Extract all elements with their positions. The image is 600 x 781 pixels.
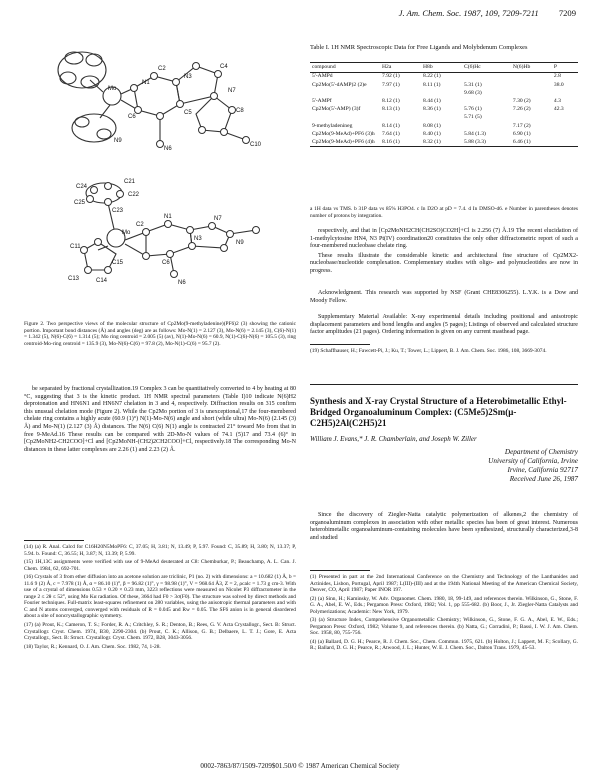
right-body	[310, 228, 578, 278]
table-cell	[462, 122, 511, 130]
column-header: N(6)Hb	[511, 63, 552, 73]
table-cell: 9-methyladenineg	[312, 122, 353, 129]
table-cell	[310, 114, 380, 122]
table-cell: 7.30 (2)	[512, 97, 531, 104]
atom-label: C5	[184, 110, 192, 116]
table-cell	[552, 122, 578, 130]
table-cell: 5.76 (1)	[464, 106, 482, 113]
table-cell: 8.40 (1)	[423, 130, 441, 137]
supplementary-text: Supplementary Material Available: X-ray experimental details including positional and anisotropic displacement parameters and bond lengths and angles (5 pages); Listings of observed and calculated structure factor amplitudes (21 pages). Ordering information is given on any current masthead page.	[310, 314, 578, 336]
running-header	[399, 8, 576, 18]
footnote-divider	[24, 540, 84, 541]
table-cell	[380, 114, 421, 122]
table-row	[310, 114, 578, 122]
atom-label: N3	[184, 74, 192, 80]
atom-label: N6	[178, 280, 186, 286]
table-cell: 8.44 (1)	[423, 97, 441, 104]
left-footnotes	[24, 544, 296, 652]
atom-label: Mo	[122, 230, 131, 236]
atom-label: C25	[74, 200, 86, 206]
atom-label: N3	[194, 236, 202, 242]
atom-label: C2	[158, 66, 166, 72]
right-footnote	[310, 348, 578, 357]
atom-label: N7	[214, 216, 222, 222]
table-cell	[421, 114, 462, 122]
column-header: C(6)Hc	[462, 63, 511, 73]
body-paragraph: These results illustrate the considerable kinetic and architectural fine structure of Cp2MX2-nucleobase/nucleotide complexation. Complementary studies with oligo- and polynucleotides are now in progress.	[310, 252, 578, 274]
table-cell: 7.97 (1)	[382, 81, 400, 88]
footnote-divider	[310, 570, 370, 571]
table-cell: 8.13 (1)	[382, 106, 400, 113]
affiliation-line: Received June 26, 1987	[509, 475, 578, 483]
table-cell: 9.68 (3)	[464, 89, 482, 96]
table-row	[310, 89, 578, 97]
table-cell: 4.3	[553, 97, 561, 104]
affiliation-line: Department of Chemistry	[504, 448, 578, 456]
atom-label: C24	[76, 184, 88, 190]
footnote: (15) 1H,13C assignments were verified with use of 9-MeAd deuterated at C8: Chemburkar, P.; Beauchamp, A. L. Can. J. Chem. 1984, 62, 692-701.	[24, 559, 296, 572]
table-cell: 6.90 (1)	[512, 130, 531, 137]
affiliation-line: Irvine, California 92717	[507, 466, 578, 474]
acknowledgment-text: Acknowledgment. This research was supported by NSF (Grant CHE8306255). L.Y.K. is a Dow and Moody Fellow.	[310, 290, 578, 304]
table-cell: Cp2Mo(9-MeAd)+PF6 (4)h	[310, 138, 380, 147]
atom-label: C23	[112, 208, 124, 214]
article-authors: William J. Evans,* J. R. Chamberlain, and Joseph W. Ziller	[310, 435, 477, 443]
table-row	[310, 130, 578, 138]
table-cell: 7.92 (1)	[382, 73, 400, 80]
column-header: P	[552, 63, 578, 73]
column-header: compound	[310, 63, 380, 73]
atom-label: C22	[128, 192, 140, 198]
page-number: 7209	[558, 8, 576, 18]
table-row	[310, 97, 578, 105]
table-cell	[462, 97, 511, 105]
page-footer: 0002-7863/87/1509-7209$01.50/0 © 1987 American Chemical Society	[200, 762, 400, 770]
table-cell: 8.16 (1)	[380, 138, 421, 147]
table-cell	[310, 89, 380, 97]
footnote: (17) (a) Prout, K.; Cameron, T. S.; Forder, R. A.; Critchley, S. R.; Denton, B.; Rees, G. V. Acta Crystallogr., Sect. B: Struct. Crystallogr. Cryst. Chem. 1974, B30, 2290-2304. (b) Prout, C. K.; Allison, G. B.; Delbaere, L. T. J.; Gore, E. Acta Crystallogr., Sect. B: Struct. Crystallogr. Cryst. Chem. 1972, B28, 3043-3056.	[24, 622, 296, 642]
table-cell: 5.88 (3.3)	[462, 138, 511, 147]
table-cell: 8.14 (1)	[382, 122, 400, 129]
atom-label: C4	[220, 64, 228, 70]
atom-label: C2	[136, 222, 144, 228]
table-cell: 8.12 (1)	[382, 97, 400, 104]
atom-label: N7	[228, 88, 236, 94]
table-cell: 8.32 (1)	[421, 138, 462, 147]
footnote: (1) Presented in part at the 2nd International Conference on the Chemistry and Technology of the Lanthanides and Actinides, Lisbon, Portugal, April 1987; L(III)-(III) and at the 194th National Meeting of the American Chemical Society, Denver, CO, April 1987; Paper INOR 197.	[310, 574, 578, 594]
atom-label: N9	[114, 138, 122, 144]
table-cell	[552, 138, 578, 147]
footnote: (3) (a) Structure Index, Comprehensive Organometallic Chemistry; Wilkinson, G., Stone, F. G. A., Abel, E. W., Eds.; Pergamon Press: Oxford, 1982; Volume 9, and references therein. (b) Natta, G.; Corradini, P.; Bassi, I. W. J. Am. Chem. Soc. 1958, 80, 755-756.	[310, 617, 578, 637]
footnote: (19) Schaffhauser, H.; Fawcett-Pi, J.; Ku, T.; Tower, L.; Lippert, B. J. Am. Chem. Soc. 1986, 108, 3669-3074.	[310, 348, 547, 354]
table-cell: 7.17 (2)	[512, 122, 531, 129]
affiliation-line: University of California, Irvine	[488, 457, 578, 465]
table-row	[310, 105, 578, 113]
table-cell: 7.26 (2)	[512, 106, 531, 113]
atom-label: C6	[128, 114, 136, 120]
article-footnotes	[310, 574, 578, 654]
table-cell	[511, 72, 552, 81]
atom-label: C13	[68, 276, 80, 282]
table-cell	[380, 89, 421, 97]
footnote: (4) (a) Ballard, D. G. H.; Pearce, R. J. Chem. Soc., Chem. Commun. 1975, 621. (b) Holton, J.; Lappert, M. F.; Scollary, G. R.; Ballard, D. G. H.; Pearce, R.; Atwood, J. L.; Hunter, W. E. J. Chem. Soc., Dalton Trans. 1979, 45-53.	[310, 638, 578, 652]
table-cell: 5'-AMPd	[312, 73, 333, 80]
atom-label: C14	[96, 278, 108, 284]
atom-label: C10	[250, 142, 262, 148]
table-cell: 7.64 (1)	[382, 130, 400, 137]
table-title: Table I. 1H NMR Spectroscopic Data for Free Ligands and Molybdenum Complexes	[310, 44, 528, 51]
atom-label: C6	[162, 260, 170, 266]
table-cell	[462, 72, 511, 81]
figure-2	[24, 18, 296, 318]
table-row	[310, 122, 578, 130]
table-row	[310, 72, 578, 81]
table-cell	[511, 89, 552, 97]
table-cell: 6.46 (1)	[511, 138, 552, 147]
footnote-divider	[310, 344, 370, 345]
table-cell: 8.22 (1)	[423, 73, 441, 80]
atom-label: Mo	[108, 86, 117, 92]
column-header: H2a	[380, 63, 421, 73]
atom-label: C21	[124, 179, 136, 185]
figure-caption: Figure 2. Two perspective views of the molecular structure of Cp2Mo(9-methyladenine)(PF6)2 (3) showing the cationic portion. Important bond distances (Å) and angles (deg) are as follows: Mo-N(1) = 2.127 (3), Mo-N(6) = 2.145 (3), C(6)-N(1) = 1.342 (5), N(6)-C(6) = 1.314 (5); Mo ring centroid = 2.005 (5) (av), N(1)-Mo-N(6) = 60.9, N(1)-C(6)-N(6) = 105.5 (3), ring centroid-Mo-ring centroid = 135.9 (3), Mo-N(6)-C(6) = 97.8 (2), Mo-N(1)-C(6) = 95.7 (2).	[24, 321, 296, 347]
column-header: H8b	[421, 63, 462, 73]
table-cell	[511, 114, 552, 122]
left-body	[24, 386, 296, 456]
body-paragraph: be separated by fractional crystallization.19 Complex 3 can be quantitatively converted to 4 by heating at 80 °C, suggesting that 3 is the kinetic product. 1H NMR spectral parameters (Table I)10 indicate N(6)H2 deprotonation and HN6N1 and HN6N7 chelation in 3 and 4, respectively. Diffraction results on 315 confirm this unusual chelation mode (Figure 2). While the Cp2Mo portion of 3 is unexceptional,17 the four-membered chelate ring contains a highly acute (60.9 (1)°) N(1)-Mo-N(6) angle and short (while ultra) Mo-N(6) (2.145 (3) Å) and Mo-N(1) (2.127 (3) Å) distances. The N(6) C(6) N(1) angle is contracted 21° toward Mo from that in free 9-MeAd.16 These results can be compared with 2D-Mo-N values of 74.1 (5)17 and 73.4 (6)° in [Cp2MoNH2-CH2COO]+Cl and [Cp2MoNH-(CH2)2CH2COO]+Cl, respectively.18 The corresponding Mo-N distances in these latter complexes are 2.26 (1) and 2.23 (2) Å.	[24, 386, 296, 453]
table-cell	[552, 130, 578, 138]
table-cell: Cp2Mo(5'-dAMP)2 (2)e	[312, 81, 367, 88]
table-cell: 38.0	[553, 81, 564, 88]
footnote: (14) (a) R. Anal. Calcd for C16H20N5MoPF6: C, 37.05; H, 3.81; N, 13.49; P, 5.97. Found: C, 35.89; H, 3.80; N, 13.37; P, 5.94. b. Found: C, 36.55; H, 3.87; N, 13.39; P, 5.99.	[24, 544, 296, 557]
table-cell	[421, 89, 462, 97]
table-cell: 5.84 (1.3)	[464, 130, 486, 137]
atom-label: C11	[70, 244, 81, 250]
table-cell: 2.8	[553, 73, 561, 80]
table-cell: 5.71 (5)	[464, 114, 482, 121]
table-cell: 8.11 (1)	[423, 81, 441, 88]
footnote: (16) Crystals of 3 from ether diffusion into an acetone solution are triclinic, P1 (no. 2) with dimensions: a = 10.682 (1) Å, b = 11.6 9 (2) Å, c = 7.978 (1) Å, α = 86.10 (1)°, β = 96.82 (1)°, γ = 98.98 (1)°, V = 968.64 Å3, Z = 2, ρcalc = 1.73 g cm-3. With use of a crystal of dimensions 0.53 × 0.20 × 0.23 mm, 3223 reflections were measured on Nicolet P3 diffractometer in the range 2 ≤ 2θ ≤ 52°, using Mo Kα radiation. Of these, 3664 had F0 > 3σ(F0). The structure was solved by direct methods and Fourier techniques. Full-matrix least-squares refinement on 280 variables, using the anisotropic thermal parameters and with C and N atoms converged, converged with residuals of R = 0.045 and Rw = 0.05. The SF6 anion is in general disordered about a site of noncrystallographic symmetry.	[24, 574, 296, 620]
table-cell	[511, 81, 552, 89]
body-paragraph: respectively, and that in [Cp2MoNH2CH(CH2SO)CO2H]+Cl is 2.256 (7) Å.19 The recent elucidation of 1-methylcytosine HN4, N3 Pt(IV) coordination20 constitutes the only other diffractometric report of such a four-membered nucleobase chelate ring.	[310, 228, 578, 250]
table-row	[310, 81, 578, 89]
article-divider	[310, 384, 578, 385]
table-row	[310, 138, 578, 147]
table-cell: Cp2Mo(5'-AMP) (3)f	[312, 106, 361, 113]
table-cell: 8.08 (1)	[423, 122, 441, 129]
journal-citation: J. Am. Chem. Soc. 1987, 109, 7209-7211	[398, 8, 539, 18]
article-body	[310, 512, 578, 544]
table-cell	[552, 89, 578, 97]
table-cell: 5'-AMPf	[312, 97, 332, 104]
table-cell: 8.36 (1)	[423, 106, 441, 113]
footnote: (2) (a) Sinn, H.; Kaminsky, W. Adv. Organomet. Chem. 1980, 18, 99-149, and references therein. Wilkinson, G., Stone, F. G. A., Abel, E. W., Eds.; Pergamon Press: Oxford, 1982; Vol. 1, pp 555-682. (b) Boor, J., Jr. Ziegler-Natta Catalysts and Polymerizations; Academic: New York, 1979.	[310, 595, 578, 615]
table-notes: a 1H data vs TMS. b 31P data vs 85% H3PO4. c In D2O at pD = 7.4. d In DMSO-d6. e Number in parentheses denotes number of protons by integration.	[310, 206, 578, 219]
supplementary-material	[310, 314, 578, 339]
atom-label: C8	[236, 108, 244, 114]
nmr-table	[310, 62, 578, 147]
table-cell: 42.3	[553, 106, 564, 113]
acknowledgment	[310, 290, 578, 307]
table-header-row	[310, 63, 578, 73]
atom-label: N1	[164, 214, 172, 220]
table-cell	[552, 114, 578, 122]
atom-label: N9	[236, 240, 244, 246]
molecular-structure-drawing	[24, 18, 296, 318]
article-title: Synthesis and X-ray Crystal Structure of a Heterobimetallic Ethyl-Bridged Organoaluminum Complex: (C5Me5)2Sm(μ-C2H5)2Al(C2H5)21	[310, 396, 567, 428]
article-affiliation	[310, 448, 578, 484]
table-cell: Cp2Mo(9-MeAd)+PF6 (3)h	[312, 130, 375, 137]
footnote: (18) Taylor, R.; Kennard, O. J. Am. Chem. Soc. 1982, 74, 1-28.	[24, 643, 161, 650]
body-paragraph: Since the discovery of Ziegler-Natta catalytic polymerization of alkenes,2 the chemistry of organoaluminum complexes in association with other metallic species has been of great interest. Numerous heterobimetallic organoaluminum-containing molecules have been synthesized, structurally characterized,3-8 and studied	[310, 512, 578, 541]
atom-label: N6	[164, 146, 172, 152]
table-cell: 5.31 (1)	[464, 81, 482, 88]
atom-label: N1	[142, 80, 150, 86]
atom-label: C15	[112, 260, 124, 266]
